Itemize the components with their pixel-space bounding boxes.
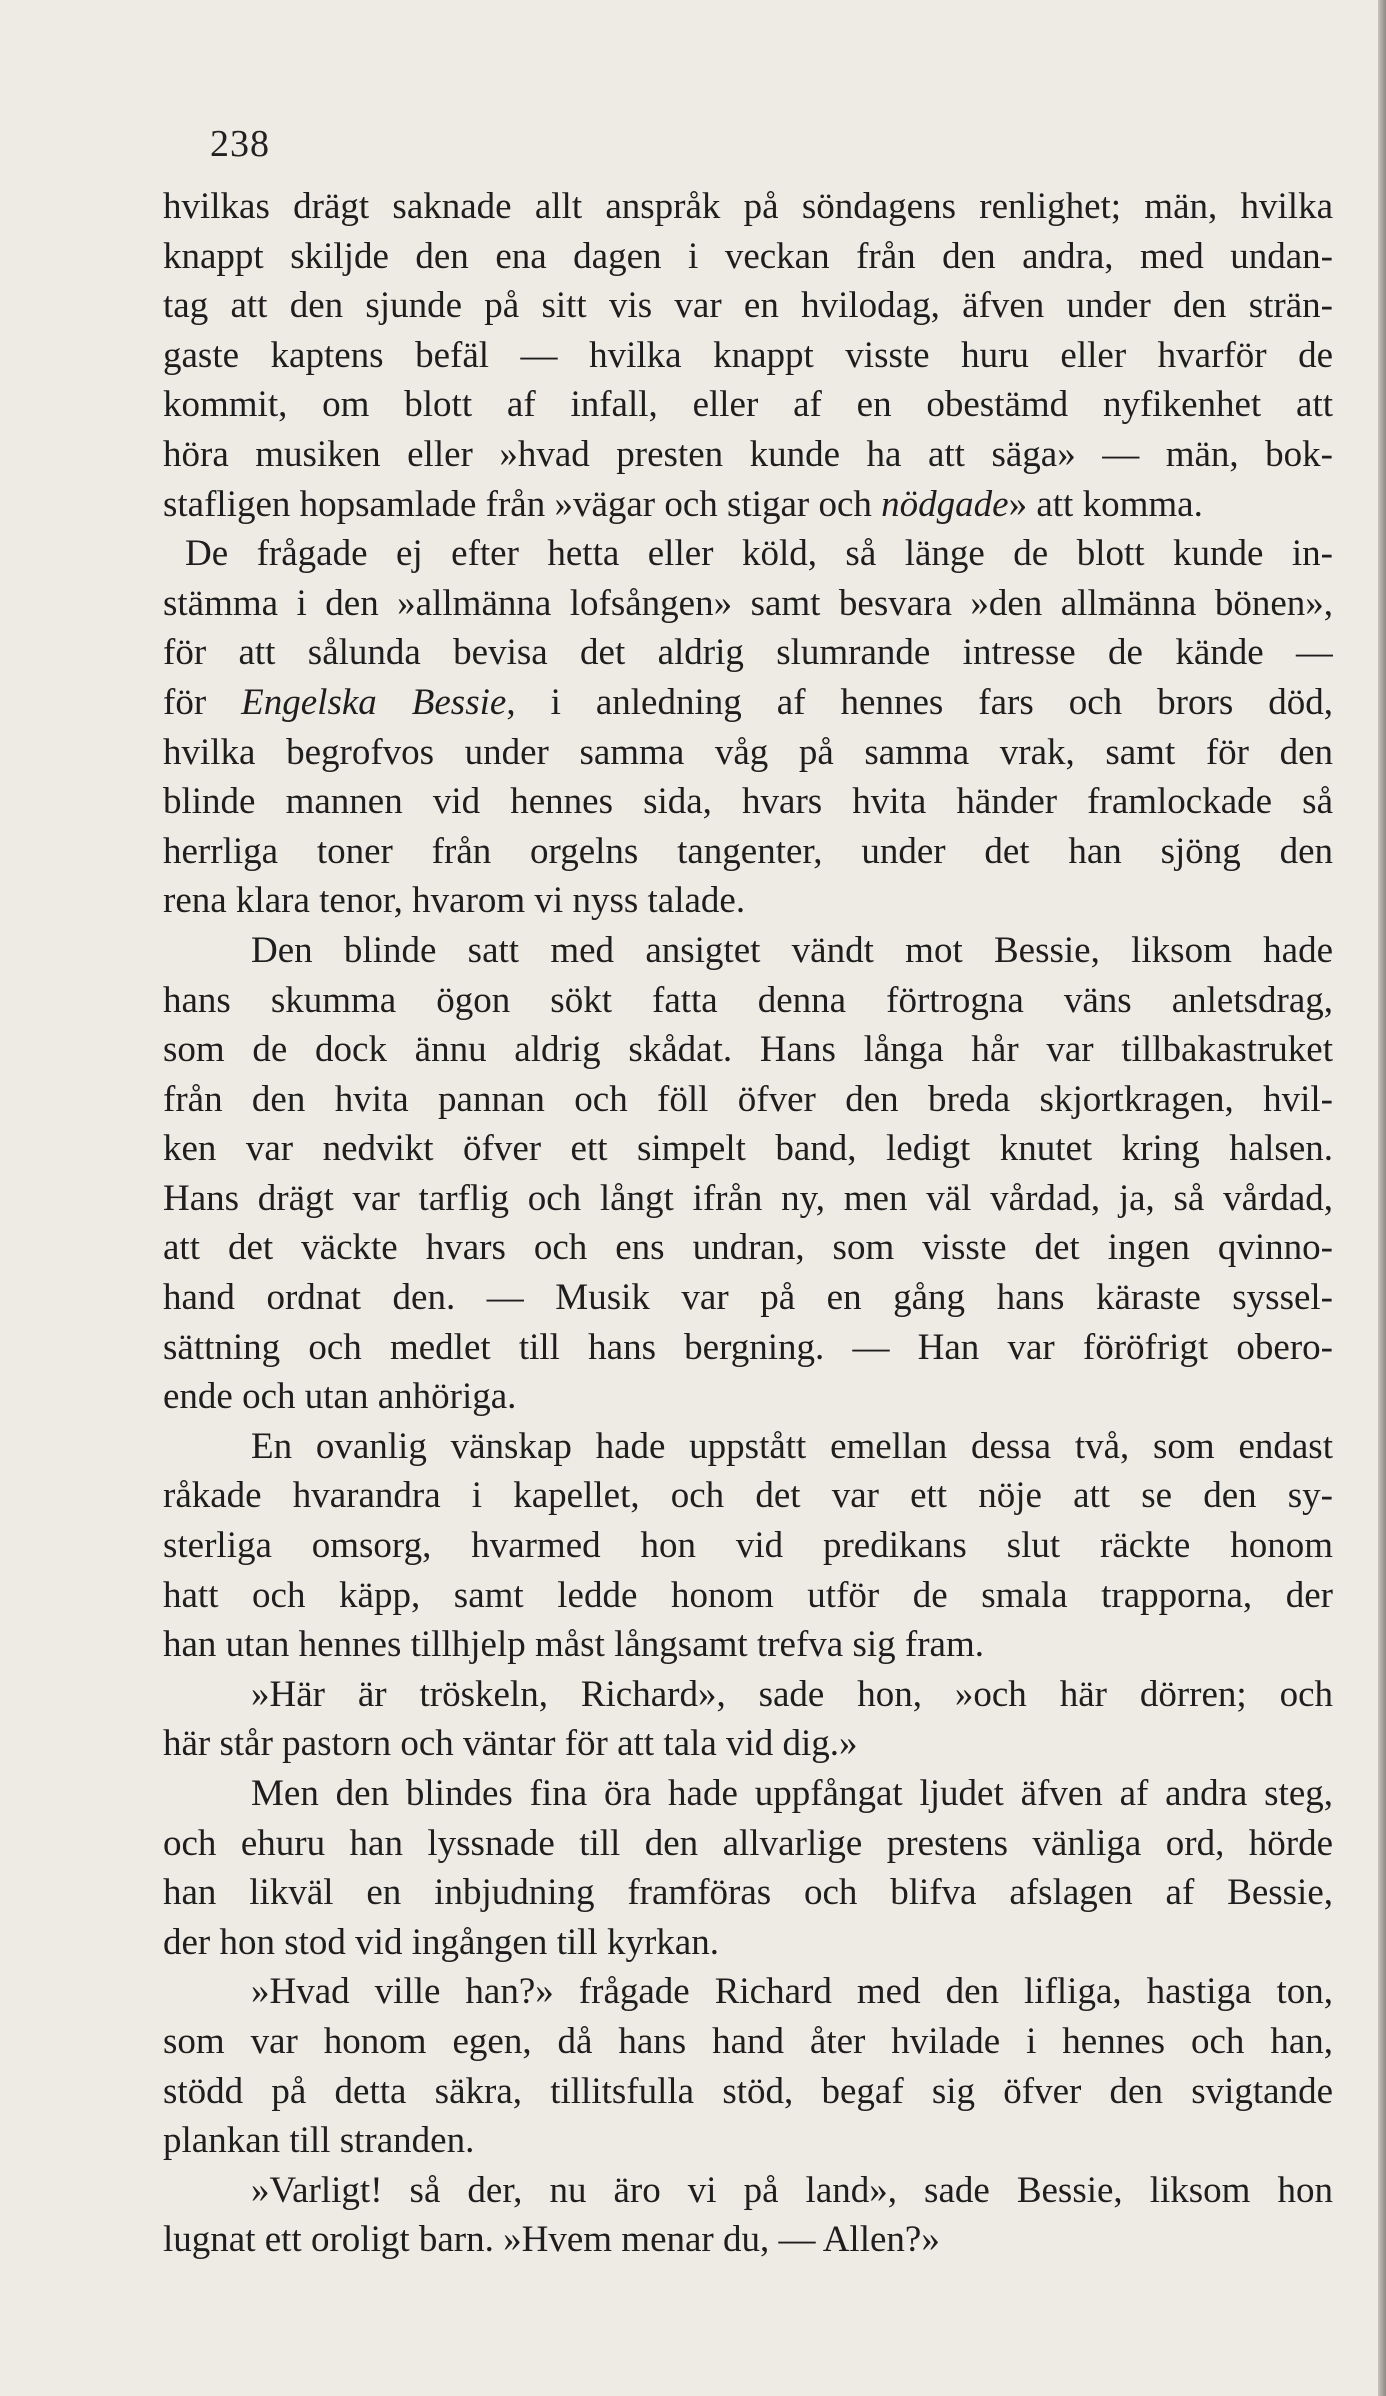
text-line: tag att den sjunde på sitt vis var en hvilodag, äfven under den strän- xyxy=(163,285,1333,327)
text-line: sterliga omsorg, hvarmed hon vid predikans slut räckte honom xyxy=(163,1525,1333,1567)
text-line-italic: Engelska Bessie xyxy=(241,681,507,723)
text-line: han utan hennes tillhjelp måst långsamt trefva sig fram. xyxy=(163,1624,984,1666)
text-line: från den hvita pannan och föll öfver den breda skjortkragen, hvil- xyxy=(163,1078,1333,1120)
text-line: här står pastorn och väntar för att tala vid dig.» xyxy=(163,1723,858,1765)
text-line: som de dock ännu aldrig skådat. Hans långa hår var tillbakastruket xyxy=(163,1029,1333,1071)
text-line: herrliga toner från orgelns tangenter, under det han sjöng den xyxy=(163,830,1333,872)
text-line: De frågade ej efter hetta eller köld, så länge de blott kunde in- xyxy=(185,533,1333,575)
text-line: hatt och käpp, samt ledde honom utför de smala trapporna, der xyxy=(163,1574,1333,1616)
text-line: stämma i den »allmänna lofsången» samt besvara »den allmänna bönen», xyxy=(163,582,1333,624)
text-line-post: , i anledning af hennes fars och brors död, xyxy=(506,681,1333,723)
text-line: höra musiken eller »hvad presten kunde ha att säga» — män, bok- xyxy=(163,433,1333,475)
text-line: att det väckte hvars och ens undran, som visste det ingen qvinno- xyxy=(163,1227,1333,1269)
text-line: Hans drägt var tarflig och långt ifrån ny, men väl vårdad, ja, så vårdad, xyxy=(163,1177,1333,1219)
text-line: hans skumma ögon sökt fatta denna förtrogna väns anletsdrag, xyxy=(163,979,1333,1021)
text-line: hvilka begrofvos under samma våg på samma vrak, samt för den xyxy=(163,731,1333,773)
text-line: plankan till stranden. xyxy=(163,2120,475,2162)
text-line: Men den blindes fina öra hade uppfångat ljudet äfven af andra steg, xyxy=(251,1773,1333,1814)
body-text xyxy=(163,182,1333,2265)
text-line: hvilkas drägt saknade allt anspråk på söndagens renlighet; män, hvilka xyxy=(163,186,1333,227)
text-line: stödd på detta säkra, tillitsfulla stöd, begaf sig öfver den svigtande xyxy=(163,2070,1333,2112)
text-line: En ovanlig vänskap hade uppstått emellan dessa två, som endast xyxy=(251,1425,1333,1467)
text-line: Den blinde satt med ansigtet vändt mot Bessie, liksom hade xyxy=(251,929,1333,971)
page-edge xyxy=(1378,0,1386,2396)
text-line xyxy=(163,480,1333,530)
text-line-pre: för xyxy=(163,681,242,723)
text-line: der hon stod vid ingången till kyrkan. xyxy=(163,1921,719,1963)
text-line: som var honom egen, då hans hand åter hvilade i hennes och han, xyxy=(163,2020,1333,2062)
text-line: lugnat ett oroligt barn. »Hvem menar du, — Allen?» xyxy=(163,2219,940,2261)
text-line: råkade hvarandra i kapellet, och det var ett nöje att se den sy- xyxy=(163,1475,1333,1517)
text-line xyxy=(163,678,1333,728)
text-line: ken var nedvikt öfver ett simpelt band, ledigt knutet kring halsen. xyxy=(163,1128,1333,1170)
text-line: knappt skiljde den ena dagen i veckan från den andra, med undan- xyxy=(163,235,1333,277)
text-line: han likväl en inbjudning framföras och blifva afslagen af Bessie, xyxy=(163,1872,1333,1914)
text-line: ende och utan anhöriga. xyxy=(163,1376,517,1418)
text-line: blinde mannen vid hennes sida, hvars hvita händer framlockade så xyxy=(163,781,1333,823)
text-line: gaste kaptens befäl — hvilka knappt visste huru eller hvarför de xyxy=(163,334,1333,376)
text-line: rena klara tenor, hvarom vi nyss talade. xyxy=(163,880,746,922)
text-line: och ehuru han lyssnade till den allvarlige prestens vänliga ord, hörde xyxy=(163,1822,1333,1864)
text-line-post: » att komma. xyxy=(1008,483,1203,525)
text-line: »Här är tröskeln, Richard», sade hon, »och här dörren; och xyxy=(251,1673,1333,1715)
text-line: hand ordnat den. — Musik var på en gång hans käraste syssel- xyxy=(163,1277,1333,1319)
text-line: kommit, om blott af infall, eller af en obestämd nyfikenhet att xyxy=(163,384,1333,426)
page-number: 238 xyxy=(210,123,270,165)
text-line-italic: nödgade xyxy=(881,483,1009,525)
text-line: sättning och medlet till hans bergning. — Han var föröfrigt obero- xyxy=(163,1326,1333,1368)
text-line: för att sålunda bevisa det aldrig slumrande intresse de kände — xyxy=(163,632,1333,674)
text-line-pre: stafligen hopsamlade från »vägar och stigar och xyxy=(163,483,882,525)
text-line: »Varligt! så der, nu äro vi på land», sade Bessie, liksom hon xyxy=(251,2169,1333,2211)
text-line: »Hvad ville han?» frågade Richard med den lifliga, hastiga ton, xyxy=(251,1971,1333,2013)
